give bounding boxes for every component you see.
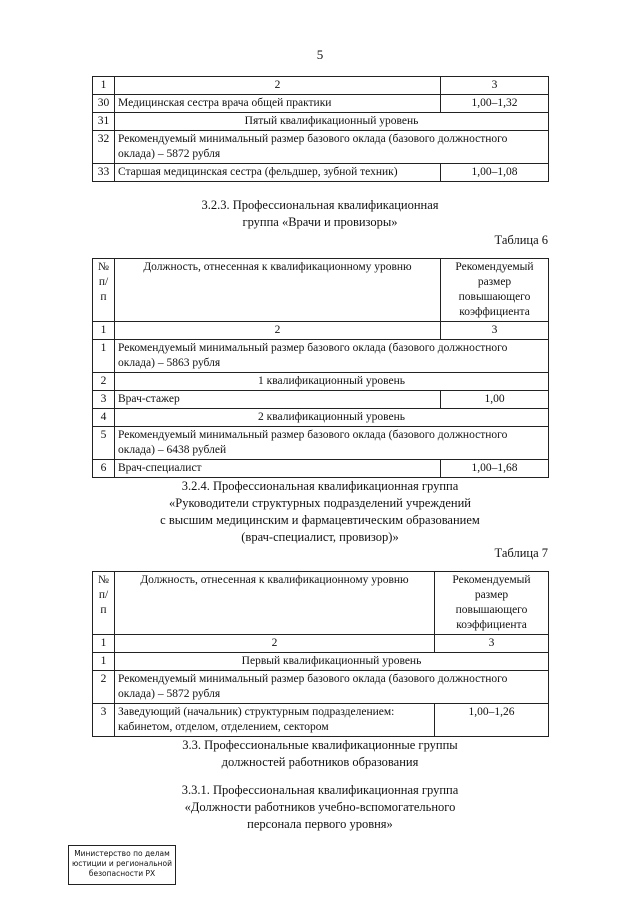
table-row: [93, 77, 549, 95]
heading-line: (врач-специалист, провизор)»: [241, 530, 399, 544]
column-header: № п/п: [93, 259, 115, 322]
row-coefficient: 1,00–1,68: [441, 460, 549, 478]
section-heading-3-2-3: [0, 197, 640, 231]
table-cell: 1: [93, 635, 115, 653]
table-row: [93, 322, 549, 340]
row-coefficient: 1,00: [441, 391, 549, 409]
table-row: [93, 653, 549, 671]
row-number: 6: [93, 460, 115, 478]
heading-line: должностей работников образования: [221, 755, 419, 769]
row-number: 2: [93, 671, 115, 704]
table-row: [93, 113, 549, 131]
column-header: Рекомендуемый размер повышающего коэффициента: [441, 259, 549, 322]
heading-line: 3.2.3. Профессиональная квалификационная: [201, 198, 439, 212]
stamp-line: безопасности РХ: [88, 869, 156, 878]
table-cell: 2: [115, 635, 435, 653]
row-number: 33: [93, 164, 115, 182]
table-header-row: [93, 572, 549, 635]
row-text: Рекомендуемый минимальный размер базового оклада (базового должностного оклада) – 6438 рублей: [115, 427, 549, 460]
table-row: [93, 409, 549, 427]
table-row: [93, 391, 549, 409]
column-header: № п/п: [93, 572, 115, 635]
section-heading-3-2-4: [0, 478, 640, 546]
row-text: Пятый квалификационный уровень: [115, 113, 549, 131]
row-text: Заведующий (начальник) структурным подразделением: кабинетом, отделом, отделением, сектором: [115, 704, 435, 737]
row-coefficient: 1,00–1,32: [441, 95, 549, 113]
table-7: [92, 571, 549, 737]
row-number: 3: [93, 391, 115, 409]
section-heading-3-3: [0, 737, 640, 771]
table-cell: 3: [435, 635, 549, 653]
table-cell: 1: [93, 77, 115, 95]
row-number: 32: [93, 131, 115, 164]
row-text: Рекомендуемый минимальный размер базового оклада (базового должностного оклада) – 5872 рубля: [115, 671, 549, 704]
stamp-line: Министерство по делам: [74, 849, 170, 858]
table-cell: 3: [441, 322, 549, 340]
row-text: 1 квалификационный уровень: [115, 373, 549, 391]
table-cell: 1: [93, 322, 115, 340]
column-header: Должность, отнесенная к квалификационному уровню: [115, 259, 441, 322]
row-text: Медицинская сестра врача общей практики: [115, 95, 441, 113]
row-text: Старшая медицинская сестра (фельдшер, зубной техник): [115, 164, 441, 182]
table-row: [93, 373, 549, 391]
row-text: Рекомендуемый минимальный размер базового оклада (базового должностного оклада) – 5872 рубля: [115, 131, 549, 164]
heading-line: с высшим медицинским и фармацевтическим образованием: [160, 513, 480, 527]
table-row: [93, 131, 549, 164]
row-number: 31: [93, 113, 115, 131]
row-coefficient: 1,00–1,08: [441, 164, 549, 182]
table-row: [93, 427, 549, 460]
table-row: [93, 635, 549, 653]
registration-stamp: [68, 845, 176, 885]
row-number: 4: [93, 409, 115, 427]
table-row: [93, 704, 549, 737]
heading-line: 3.3. Профессиональные квалификационные группы: [182, 738, 458, 752]
heading-line: 3.2.4. Профессиональная квалификационная группа: [181, 479, 459, 493]
table-cell: 2: [115, 77, 441, 95]
row-number: 1: [93, 653, 115, 671]
table-row: [93, 95, 549, 113]
heading-line: 3.3.1. Профессиональная квалификационная группа: [181, 783, 459, 797]
row-number: 1: [93, 340, 115, 373]
table-row: [93, 460, 549, 478]
row-text: Врач-специалист: [115, 460, 441, 478]
heading-line: «Руководители структурных подразделений учреждений: [169, 496, 471, 510]
table-row: [93, 164, 549, 182]
row-number: 5: [93, 427, 115, 460]
stamp-line: юстиции и региональной: [71, 859, 173, 868]
row-text: Врач-стажер: [115, 391, 441, 409]
row-number: 30: [93, 95, 115, 113]
heading-line: группа «Врачи и провизоры»: [242, 215, 398, 229]
row-text: Рекомендуемый минимальный размер базового оклада (базового должностного оклада) – 5863 рубля: [115, 340, 549, 373]
row-text: Первый квалификационный уровень: [115, 653, 549, 671]
table-row: [93, 671, 549, 704]
heading-line: «Должности работников учебно-вспомогательного: [184, 800, 456, 814]
table-cell: 3: [441, 77, 549, 95]
row-coefficient: 1,00–1,26: [435, 704, 549, 737]
page-number: 5: [316, 47, 324, 62]
table-header-row: [93, 259, 549, 322]
table-label-6: Таблица 6: [494, 233, 548, 247]
row-number: 3: [93, 704, 115, 737]
heading-line: персонала первого уровня»: [247, 817, 393, 831]
column-header: Рекомендуемый размер повышающего коэффициента: [435, 572, 549, 635]
column-header: Должность, отнесенная к квалификационному уровню: [115, 572, 435, 635]
table-6: [92, 258, 549, 478]
table-continuation: [92, 76, 549, 182]
table-row: [93, 340, 549, 373]
section-heading-3-3-1: [0, 782, 640, 833]
row-text: 2 квалификационный уровень: [115, 409, 549, 427]
table-label-7: Таблица 7: [494, 546, 548, 560]
row-number: 2: [93, 373, 115, 391]
table-cell: 2: [115, 322, 441, 340]
